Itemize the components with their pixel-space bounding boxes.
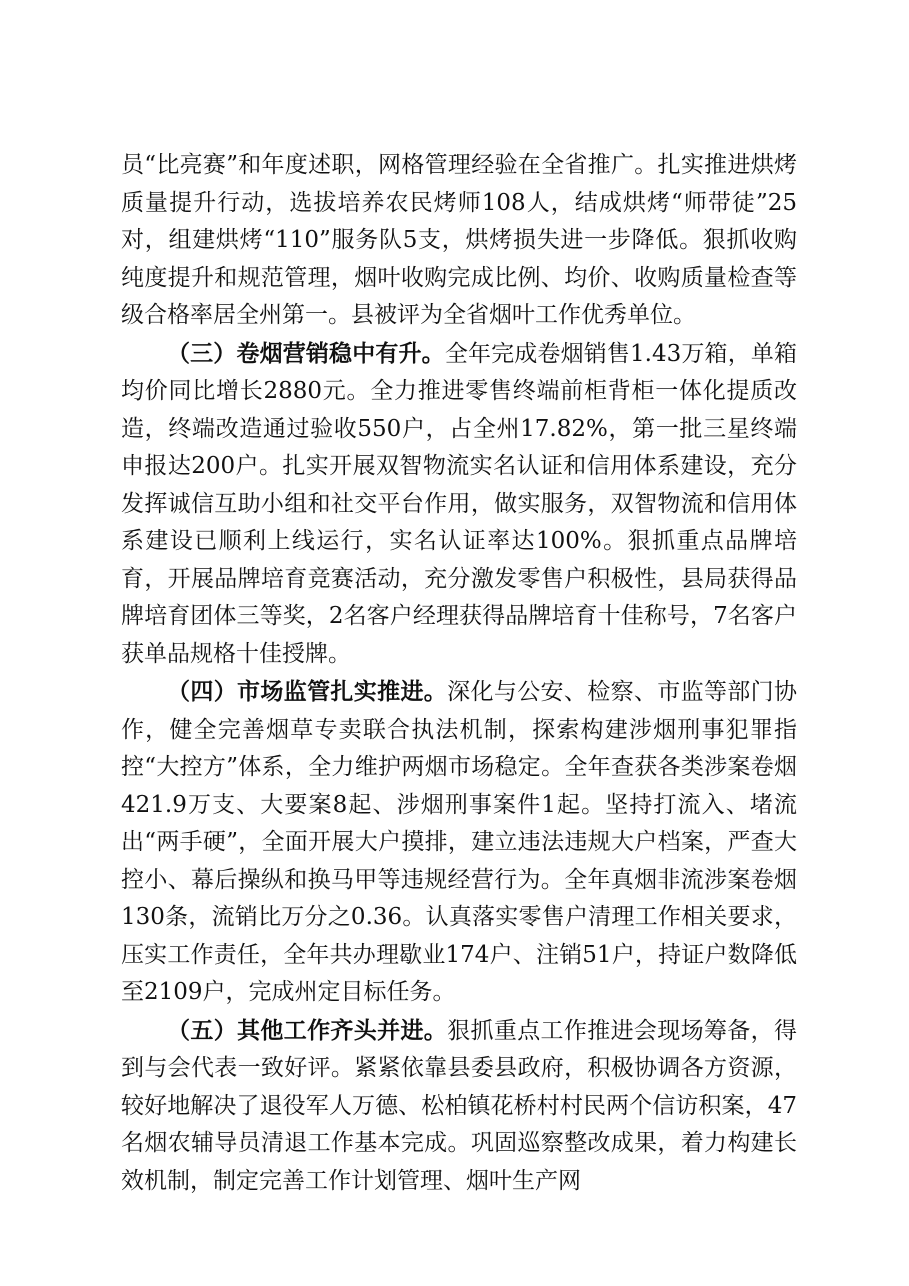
paragraph-2-heading: （三）卷烟营销稳中有升。 [167, 339, 445, 367]
paragraph-3-heading: （四）市场监管扎实推进。 [167, 678, 448, 705]
paragraph-3-body: 深化与公安、检察、市监等部门协作，健全完善烟草专卖联合执法机制，探索构建涉烟刑事犯罪指控“大控方”体系，全力维护两烟市场稳定。全年查获各类涉案卷烟421.9万支、大要案8起、涉烟刑事案件1起。坚持打流入、堵流出“两手硬”，全面开展大户摸排，建立违法违规大户档案，严查大控小、幕后操纵和换马甲等违规经营行为。全年真烟非流涉案卷烟130条，流销比万分之0.36。认真落实零售户清理工作相关要求，压实工作责任，全年共办理歇业174户、注销51户，持证户数降低至2109户，完成州定目标任务。 [121, 679, 798, 1005]
paragraph-2-body: 全年完成卷烟销售1.43万箱，单箱均价同比增长2880元。全力推进零售终端前柜背柜一体化提质改造，终端改造通过验收550户，占全州17.82%，第一批三星终端申报达200户。扎实开展双智物流实名认证和信用体系建设，充分发挥诚信互助小组和社交平台作用，做实服务，双智物流和信用体系建设已顺利上线运行，实名认证率达100%。狠抓重点品牌培育，开展品牌培育竞赛活动，充分激发零售户积极性，县局获得品牌培育团体三等奖，2名客户经理获得品牌培育十佳称号，7名客户获单品规格十佳授牌。 [121, 340, 798, 667]
paragraph-1 [121, 146, 797, 335]
paragraph-1-body: 员“比亮赛”和年度述职，网格管理经验在全省推广。扎实推进烘烤质量提升行动，选拔培养农民烤师108人，结成烘烤“师带徒”25对，组建烘烤“110”服务队5支，烘烤损失进一步降低。狠抓收购纯度提升和规范管理，烟叶收购完成比例、均价、收购质量检查等级合格率居全州第一。县被评为全省烟叶工作优秀单位。 [121, 152, 797, 328]
paragraph-2 [121, 335, 797, 674]
paragraph-4-body: 狠抓重点工作推进会现场筹备，得到与会代表一致好评。紧紧依靠县委县政府，积极协调各方资源，较好地解决了退役军人万德、松柏镇花桥村村民两个信访积案，47名烟农辅导员清退工作基本完成。巩固巡察整改成果，着力构建长效机制，制定完善工作计划管理、烟叶生产网 [121, 1017, 798, 1194]
paragraph-3 [121, 673, 797, 1012]
paragraph-4-heading: （五）其他工作齐头并进。 [167, 1016, 448, 1044]
paragraph-4 [121, 1012, 797, 1201]
document-body [121, 146, 797, 1200]
